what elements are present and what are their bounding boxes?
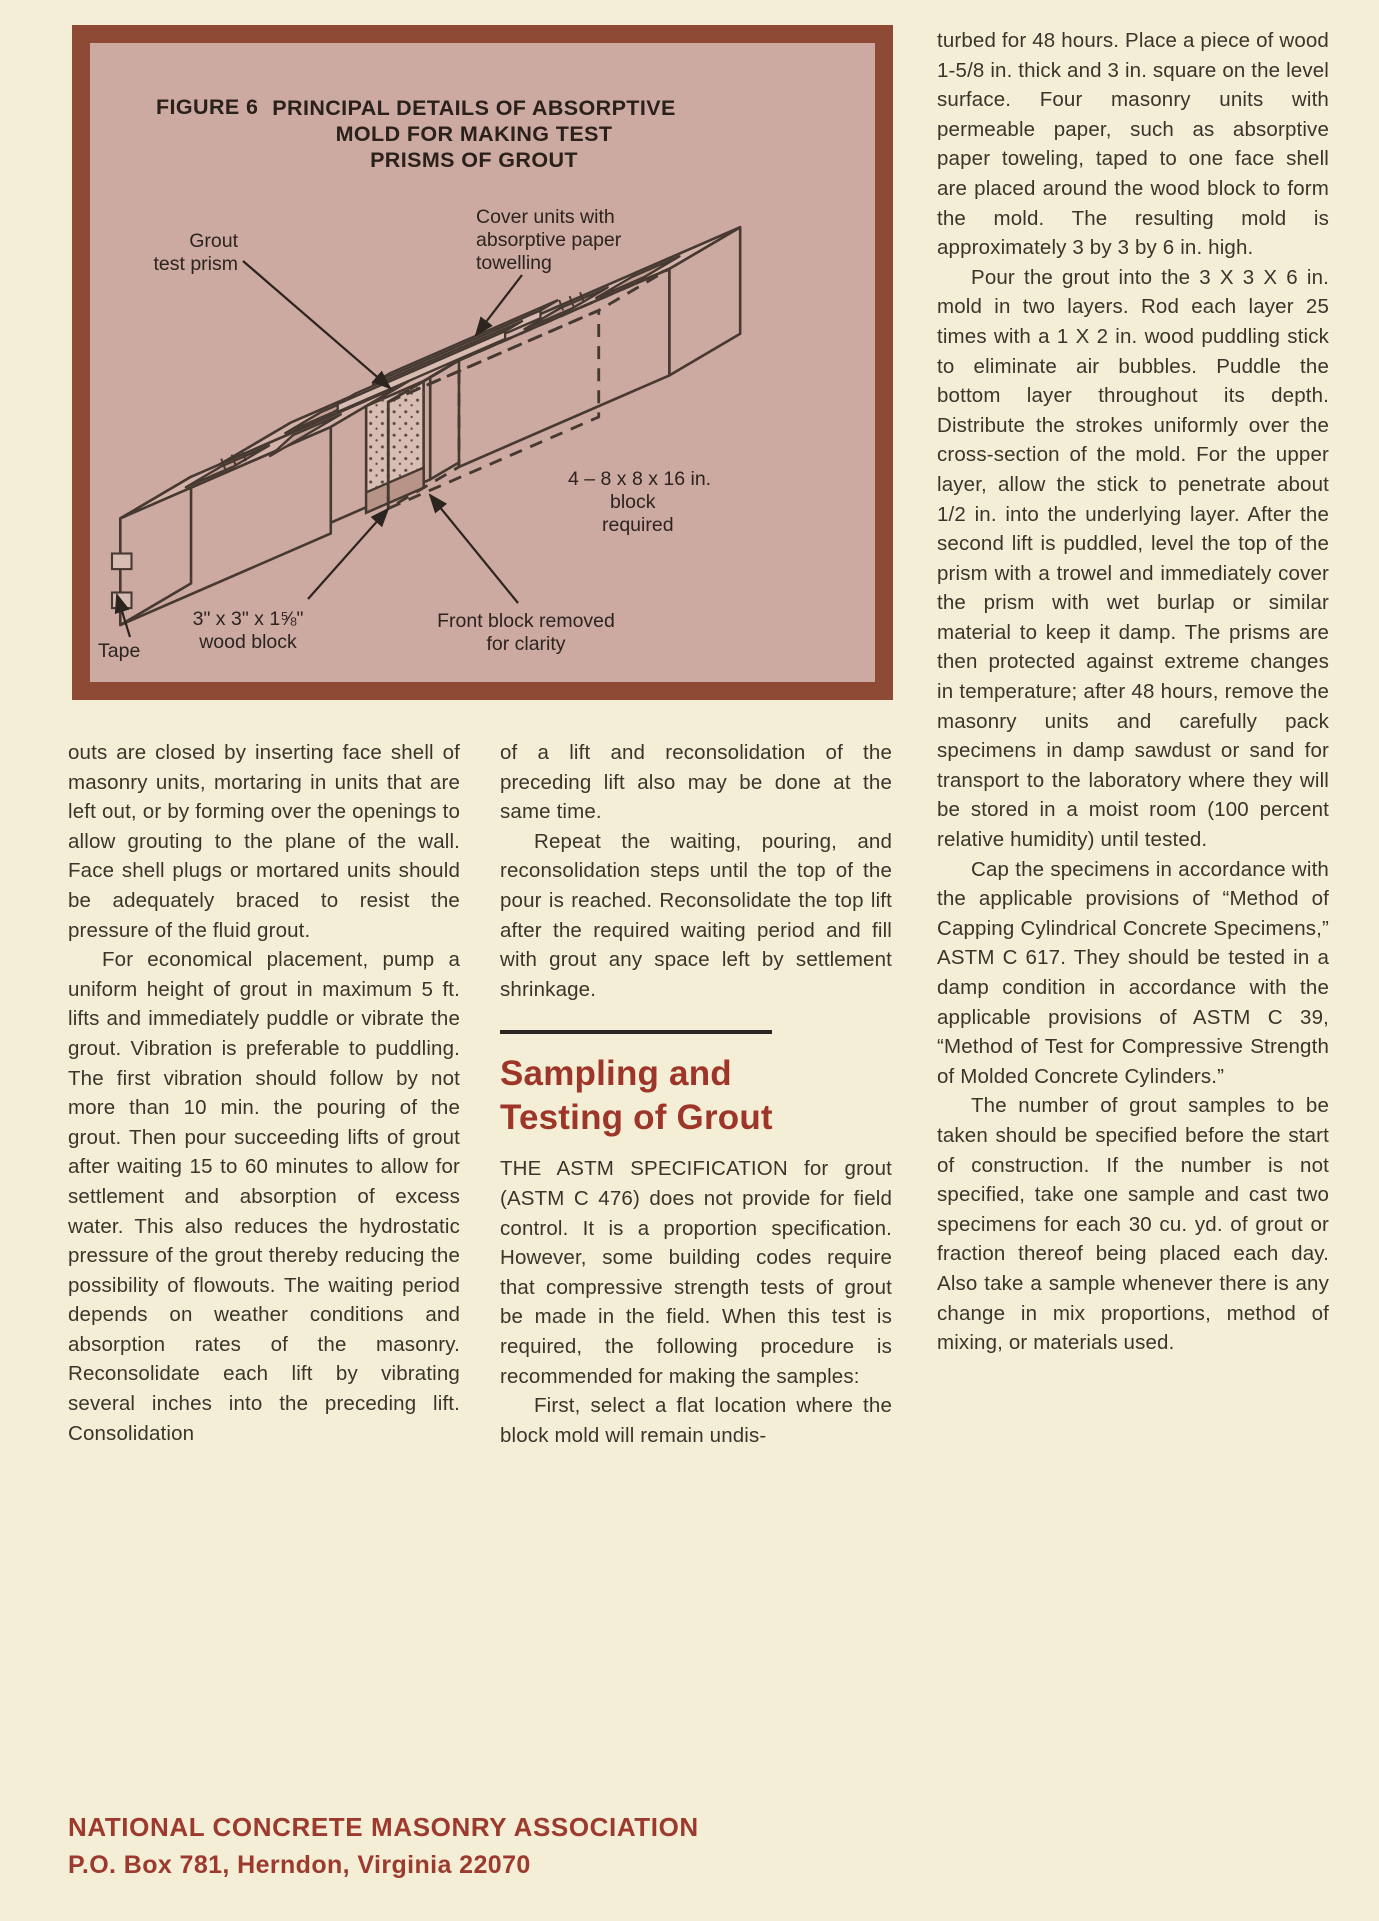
- grout-prism-label-line1: Grout: [189, 230, 238, 252]
- body-paragraph: For economical placement, pump a uniform height of grout in maximum 5 ft. lifts and immediately puddle or vibrate the grout. Vibration is preferable to puddling. The first vibration should follow by not more than 10 min. the pouring of the grout. Then pour succeeding lifts of grout after waiting 15 to 60 minutes to allow for settlement and absorption of excess water. This also reduces the hydrostatic pressure of the grout thereby reducing the possibility of flowouts. The waiting period depends on weather conditions and absorption rates of the masonry. Reconsolidate each lift by vibrating several inches into the preceding lift. Consolidation: [68, 948, 460, 1445]
- publisher-address: P.O. Box 781, Herndon, Virginia 22070: [68, 1851, 531, 1879]
- body-paragraph: of a lift and reconsolidation of the preceding lift also may be done at the same time.: [500, 741, 892, 824]
- publisher-name: NATIONAL CONCRETE MASONRY ASSOCIATION: [68, 1812, 699, 1842]
- publisher-footer: [68, 1812, 699, 1880]
- blocks-required-label-line2: block: [610, 491, 656, 513]
- block-assembly: [112, 227, 740, 625]
- tape-piece: [112, 593, 132, 609]
- figure-panel-inner: [90, 43, 875, 682]
- tape-label: Tape: [98, 640, 141, 662]
- section-divider: [500, 1030, 772, 1034]
- cover-units-label-line3: towelling: [476, 252, 552, 274]
- body-paragraph: THE ASTM SPECIFICATION for grout (ASTM C 476) does not provide for field control. It is a proportion specification. However, some building codes require that compressive strength tests of grout be made in the field. When this test is required, the following procedure is recommended for making the samples:: [500, 1157, 892, 1388]
- front-removed-label-line1: Front block removed: [437, 610, 615, 632]
- cover-units-label-line1: Cover units with: [476, 206, 615, 228]
- blocks-required-label-line3: required: [602, 514, 674, 536]
- grout-prism-arrow: [243, 261, 390, 388]
- wood-block-label-line2: wood block: [199, 631, 297, 653]
- figure-number: FIGURE 6: [156, 95, 259, 119]
- tape-piece: [112, 554, 132, 570]
- cover-units-label-line2: absorptive paper: [476, 229, 622, 251]
- body-paragraph: turbed for 48 hours. Place a piece of wood 1-5/8 in. thick and 3 in. square on the level surface. Four masonry units with permeable paper, such as absorptive paper toweling, taped to one face shell are placed around the wood block to form the mold. The resulting mold is approximately 3 by 3 by 6 in. high.: [937, 29, 1329, 260]
- figure-title-line2: MOLD FOR MAKING TEST: [335, 122, 613, 146]
- right-column: [937, 26, 1329, 1358]
- front-removed-label-line2: for clarity: [486, 633, 566, 655]
- body-paragraph: The number of grout samples to be taken should be specified before the start of construction. If the number is not specified, take one sample and cast two specimens for each 30 cu. yd. of grout or fraction thereof being placed each day. Also take a sample whenever there is any change in mix proportions, method of mixing, or materials used.: [937, 1094, 1329, 1355]
- wood-block-label-line1: 3" x 3" x 1⅝": [192, 608, 304, 630]
- body-paragraph: Cap the specimens in accordance with the applicable provisions of “Method of Capping Cylindrical Concrete Specimens,” ASTM C 617. They should be tested in a damp condition in accordance with the applicable provisions of ASTM C 39, “Method of Test for Compressive Strength of Molded Concrete Cylinders.”: [937, 857, 1329, 1088]
- middle-column: [500, 738, 892, 1450]
- section-body: [500, 1154, 892, 1450]
- figure-title: [258, 95, 690, 173]
- figure-title-line1: PRINCIPAL DETAILS OF ABSORPTIVE: [272, 96, 676, 120]
- left-column: [68, 738, 460, 1448]
- figure-title-line3: PRISMS OF GROUT: [370, 148, 578, 172]
- body-paragraph: outs are closed by inserting face shell of masonry units, mortaring in units that are left out, or by forming over the openings to allow grouting to the plane of the wall. Face shell plugs or mortared units should be adequately braced to resist the pressure of the fluid grout.: [68, 741, 460, 942]
- figure-panel: [72, 25, 893, 700]
- isometric-block-mold-diagram: [90, 195, 875, 675]
- grout-prism-label-line2: test prism: [153, 253, 238, 275]
- body-paragraph: Pour the grout into the 3 X 3 X 6 in. mold in two layers. Rod each layer 25 times with a 1 X 2 in. wood puddling stick to eliminate air bubbles. Puddle the bottom layer throughout its depth. Distribute the strokes uniformly over the cross-section of the mold. For the upper layer, allow the stick to penetrate about 1/2 in. into the underlying layer. After the second lift is puddled, level the top of the prism with a trowel and immediately cover the prism with wet burlap or similar material to keep it damp. The prisms are then protected against extreme changes in temperature; after 48 hours, remove the masonry units and carefully pack specimens in damp sawdust or sand for transport to the laboratory where they will be stored in a moist room (100 percent relative humidity) until tested.: [937, 265, 1329, 852]
- front-removed-arrow: [430, 495, 518, 603]
- section-heading-line1: Sampling and: [500, 1054, 732, 1094]
- body-paragraph: Repeat the waiting, pouring, and reconsolidation steps until the top of the pour is reached. Reconsolidate the top lift after the required waiting period and fill with grout any space left by settlement shrinkage.: [500, 829, 892, 1001]
- section-heading: [500, 1052, 892, 1140]
- section-heading-line2: Testing of Grout: [500, 1098, 773, 1138]
- body-paragraph: First, select a flat location where the block mold will remain undis-: [500, 1394, 892, 1447]
- blocks-required-label-line1: 4 – 8 x 8 x 16 in.: [568, 468, 712, 490]
